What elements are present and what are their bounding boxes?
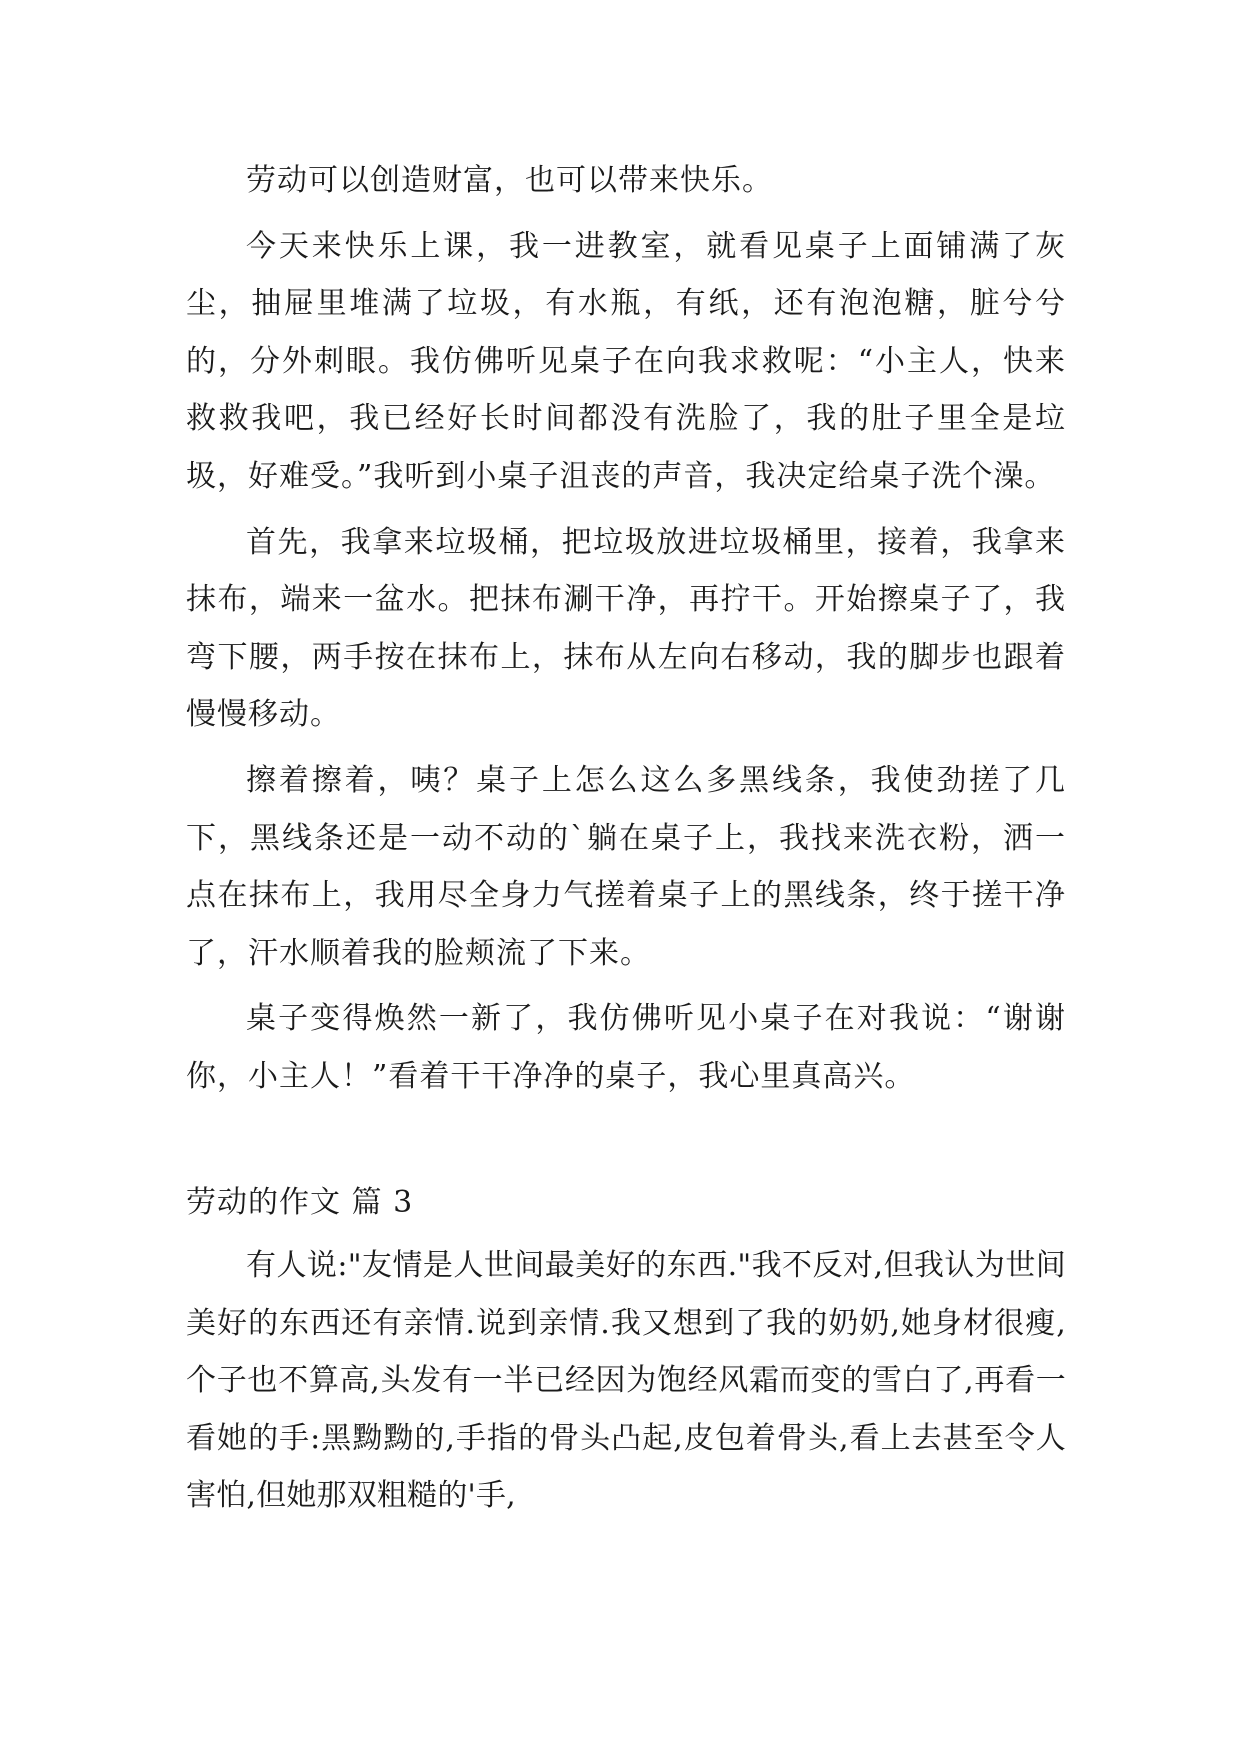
paragraph-black-lines: 擦着擦着，咦？桌子上怎么这么多黑线条，我使劲搓了几下，黑线条还是一动不动的`躺在桌子上，我找来洗衣粉，洒一点在抹布上，我用尽全身力气搓着桌子上的黑线条，终于搓干净了，汗水顺着我的脸颊流了下来。	[186, 762, 1066, 971]
paragraph-cleaning-steps: 首先，我拿来垃圾桶，把垃圾放进垃圾桶里，接着，我拿来抹布，端来一盆水。把抹布涮干净，再拧干。开始擦桌子了，我弯下腰，两手按在抹布上，抹布从左向右移动，我的脚步也跟着慢慢移动。	[186, 524, 1066, 733]
paragraph-conclusion: 桌子变得焕然一新了，我仿佛听见小桌子在对我说：“谢谢你，小主人！”看着干干净净的桌子，我心里真高兴。	[186, 1001, 1066, 1094]
essay-heading: 劳动的作文 篇 3	[186, 1184, 414, 1220]
document-body	[186, 152, 1066, 1533]
paragraph-friendship-family: 有人说:"友情是人世间最美好的东西."我不反对,但我认为世间美好的东西还有亲情.说到亲情.我又想到了我的奶奶,她身材很瘦,个子也不算高,头发有一半已经因为饱经风霜而变的雪白了,再看一看她的手:黑黝黝的,手指的骨头凸起,皮包着骨头,看上去甚至令人害怕,但她那双粗糙的'手,	[186, 1248, 1066, 1514]
paragraph-dirty-desk: 今天来快乐上课，我一进教室，就看见桌子上面铺满了灰尘，抽屉里堆满了垃圾，有水瓶，有纸，还有泡泡糖，脏兮兮的，分外刺眼。我仿佛听见桌子在向我求救呢：“小主人，快来救救我吧，我已经好长时间都没有洗脸了，我的肚子里全是垃圾，好难受。”我听到小桌子沮丧的声音，我决定给桌子洗个澡。	[186, 228, 1066, 494]
paragraph-intro: 劳动可以创造财富，也可以带来快乐。	[246, 163, 773, 198]
